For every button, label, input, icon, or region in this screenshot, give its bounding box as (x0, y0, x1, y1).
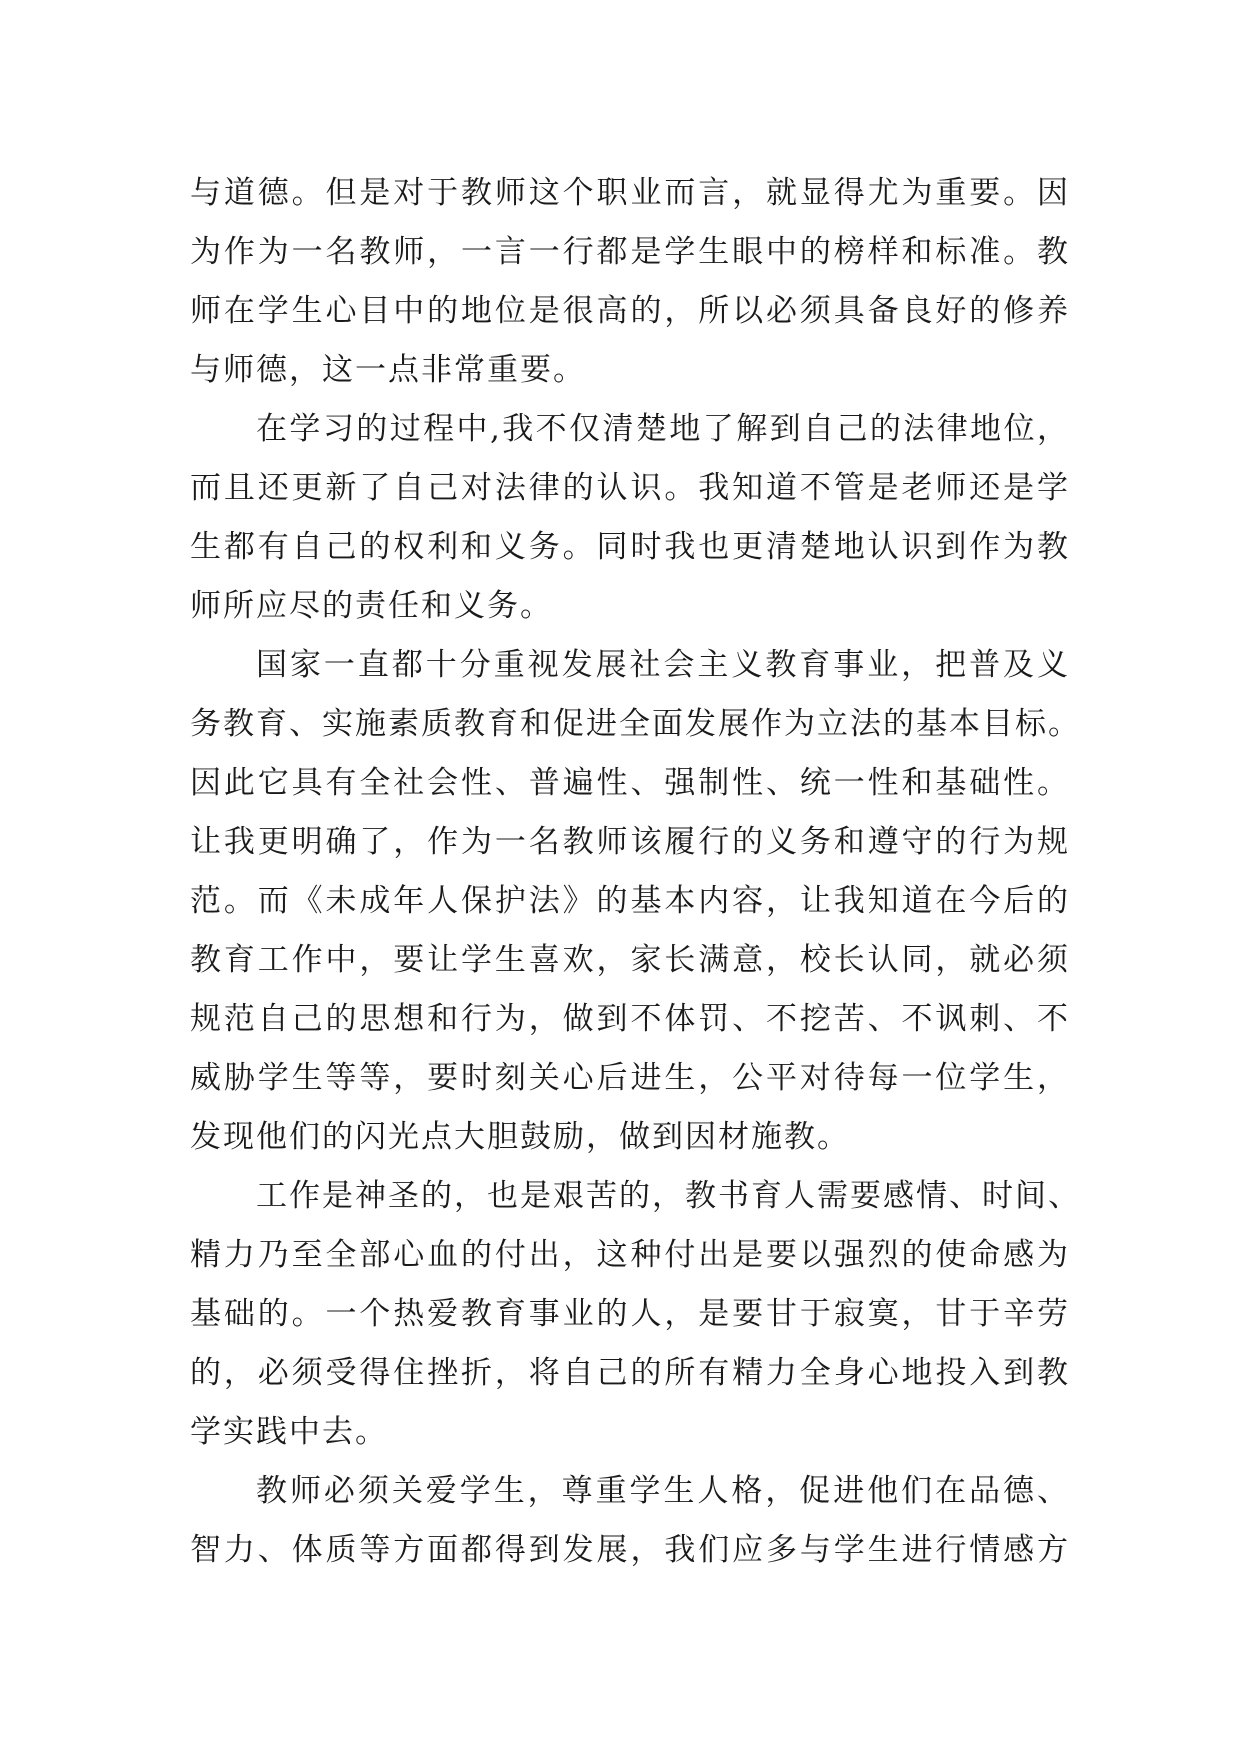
text-line: 教师必须关爱学生，尊重学生人格，促进他们在品德、 (256, 1473, 1070, 1509)
text-line: 生都有自己的权利和义务。同时我也更清楚地认识到作为教 (190, 529, 1070, 565)
text-line: 因此它具有全社会性、普遍性、强制性、统一性和基础性。 (190, 765, 1070, 801)
paragraph (190, 164, 1070, 400)
text-line: 发现他们的闪光点大胆鼓励，做到因材施教。 (190, 1119, 850, 1155)
text-line: 精力乃至全部心血的付出，这种付出是要以强烈的使命感为 (190, 1237, 1070, 1273)
text-line: 智力、体质等方面都得到发展，我们应多与学生进行情感方 (190, 1532, 1070, 1568)
text-line: 让我更明确了，作为一名教师该履行的义务和遵守的行为规 (190, 824, 1070, 860)
text-line: 威胁学生等等，要时刻关心后进生，公平对待每一位学生， (190, 1060, 1070, 1096)
text-line: 师所应尽的责任和义务。 (190, 588, 553, 624)
text-line: 与道德。但是对于教师这个职业而言，就显得尤为重要。因 (190, 175, 1070, 211)
text-line: 的，必须受得住挫折，将自己的所有精力全身心地投入到教 (190, 1355, 1070, 1391)
text-line: 而且还更新了自己对法律的认识。我知道不管是老师还是学 (190, 470, 1070, 506)
text-line: 国家一直都十分重视发展社会主义教育事业，把普及义 (256, 647, 1070, 683)
text-line: 工作是神圣的，也是艰苦的，教书育人需要感情、时间、 (256, 1178, 1081, 1214)
text-line: 学实践中去。 (190, 1414, 388, 1450)
text-line: 基础的。一个热爱教育事业的人，是要甘于寂寞，甘于辛劳 (190, 1296, 1070, 1332)
text-line: 务教育、实施素质教育和促进全面发展作为立法的基本目标。 (190, 706, 1081, 742)
text-line: 教育工作中，要让学生喜欢，家长满意，校长认同，就必须 (190, 942, 1070, 978)
text-line: 规范自己的思想和行为，做到不体罚、不挖苦、不讽刺、不 (190, 1001, 1070, 1037)
text-line: 为作为一名教师，一言一行都是学生眼中的榜样和标准。教 (190, 234, 1070, 270)
paragraph (190, 400, 1070, 636)
text-line: 范。而《未成年人保护法》的基本内容，让我知道在今后的 (190, 883, 1070, 919)
text-line: 师在学生心目中的地位是很高的，所以必须具备良好的修养 (190, 293, 1070, 329)
document-body (190, 164, 1081, 1580)
paragraph (190, 636, 1081, 1167)
text-line: 与师德，这一点非常重要。 (190, 352, 586, 388)
paragraph (190, 1167, 1081, 1462)
paragraph (190, 1462, 1070, 1580)
text-line: 在学习的过程中,我不仅清楚地了解到自己的法律地位， (256, 411, 1070, 447)
